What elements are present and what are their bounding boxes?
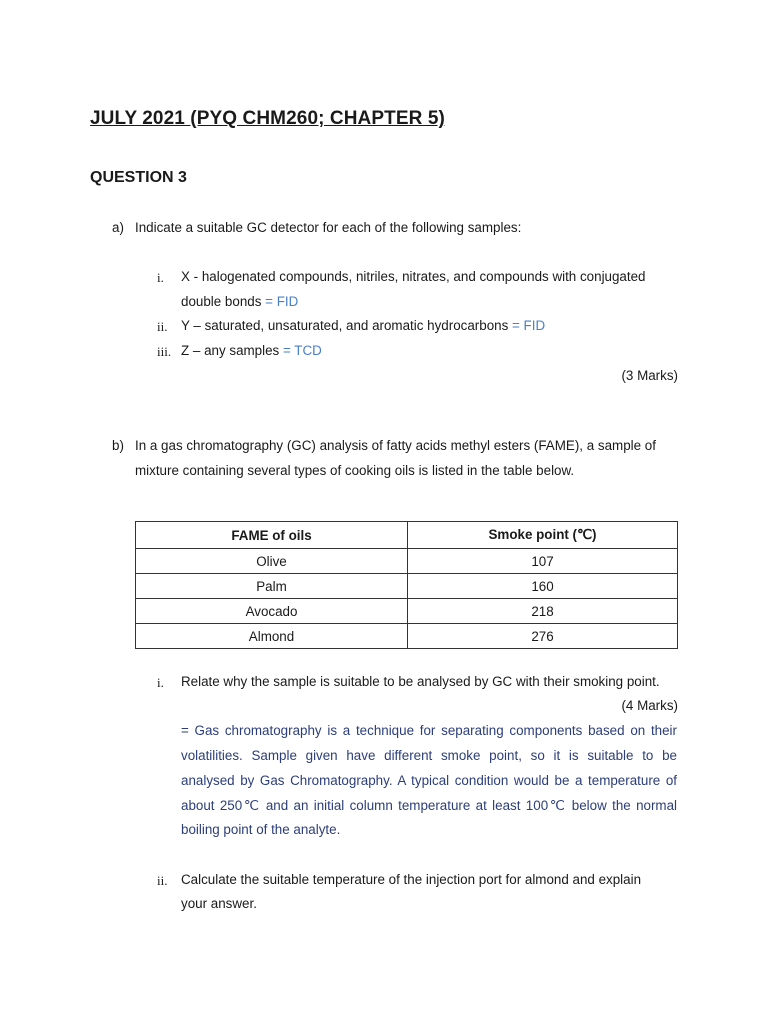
part-b-q1-text: Relate why the sample is suitable to be analysed by GC with their smoking point. xyxy=(181,674,660,689)
part-a-item-1-marker: i. xyxy=(157,270,164,285)
part-a-item-3-marker: iii. xyxy=(157,344,172,359)
table-row xyxy=(136,624,678,649)
table-header-oils: FAME of oils xyxy=(136,522,408,549)
part-b-line2: mixture containing several types of cooking oils is listed in the table below. xyxy=(135,463,575,478)
part-a-item-2-answer: = FID xyxy=(512,318,546,333)
page-title: JULY 2021 (PYQ CHM260; CHAPTER 5) xyxy=(90,108,445,129)
table-cell-oil: Avocado xyxy=(136,599,408,624)
table-row xyxy=(136,599,678,624)
table-cell-oil: Almond xyxy=(136,624,408,649)
part-b-q2-marker: ii. xyxy=(157,873,168,888)
part-b-q1-marker: i. xyxy=(157,675,164,690)
part-b-q1-answer-line-4: about 250℃ and an initial column temperature at least 100℃ below the normal xyxy=(181,798,677,813)
table-row xyxy=(136,574,678,599)
part-a-item-3-line xyxy=(181,342,322,360)
part-b-q1-answer-line-5: boiling point of the analyte. xyxy=(181,822,341,837)
part-a-marker: a) xyxy=(112,220,124,235)
part-a-item-3-text: Z – any samples xyxy=(181,343,280,358)
part-b-q1-answer-line-2: volatilities. Sample given have different smoke point, so it is suitable to be xyxy=(181,748,677,763)
table-cell-smoke-point: 218 xyxy=(408,599,678,624)
part-a-item-1-line1: X - halogenated compounds, nitriles, nitrates, and compounds with conjugated xyxy=(181,269,646,284)
question-heading: QUESTION 3 xyxy=(90,169,187,186)
table-cell-oil: Olive xyxy=(136,549,408,574)
part-a-marks: (3 Marks) xyxy=(621,368,678,383)
table-header-smoke-point: Smoke point (℃) xyxy=(408,522,678,549)
part-a-item-2-marker: ii. xyxy=(157,319,168,334)
table-cell-smoke-point: 276 xyxy=(408,624,678,649)
part-b-marker: b) xyxy=(112,438,124,453)
part-a-prompt: Indicate a suitable GC detector for each of the following samples: xyxy=(135,220,522,235)
part-a-item-1-text: double bonds xyxy=(181,294,262,309)
fame-table xyxy=(135,521,678,649)
part-b-line1: In a gas chromatography (GC) analysis of fatty acids methyl esters (FAME), a sample of xyxy=(135,438,656,453)
part-a-item-2-line xyxy=(181,317,545,335)
table-cell-smoke-point: 160 xyxy=(408,574,678,599)
part-a-item-3-answer: = TCD xyxy=(282,343,322,358)
part-a-item-1-line2 xyxy=(181,293,298,311)
part-a-item-1-answer: = FID xyxy=(265,294,299,309)
part-a-item-2-text: Y – saturated, unsaturated, and aromatic hydrocarbons xyxy=(181,318,509,333)
part-b-q1-answer-line-1: = Gas chromatography is a technique for separating components based on their xyxy=(181,723,677,738)
part-b-q1-answer-line-3: analysed by Gas Chromatography. A typical condition would be a temperature of xyxy=(181,773,677,788)
part-b-q1-marks: (4 Marks) xyxy=(621,698,678,713)
table-cell-oil: Palm xyxy=(136,574,408,599)
table-row xyxy=(136,549,678,574)
part-b-q2-line2: your answer. xyxy=(181,896,257,911)
table-header-row xyxy=(136,522,678,549)
table-cell-smoke-point: 107 xyxy=(408,549,678,574)
part-b-q2-line1: Calculate the suitable temperature of the injection port for almond and explain xyxy=(181,872,642,887)
